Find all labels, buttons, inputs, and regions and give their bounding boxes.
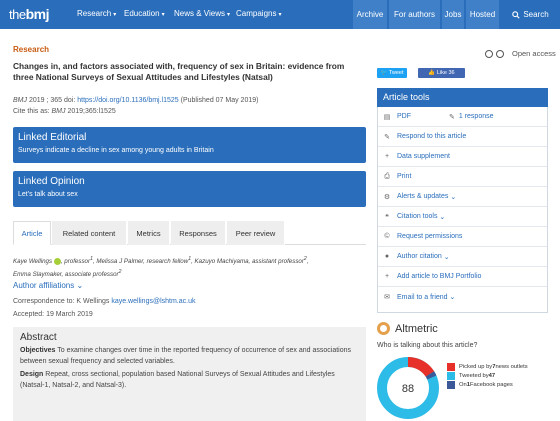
linked-opinion-heading: Linked Opinion [18, 176, 85, 187]
altmetric-heading: Altmetric [377, 322, 438, 335]
quote-icon: ❝ [385, 213, 389, 221]
linked-opinion-box[interactable] [13, 171, 366, 207]
linked-opinion-link[interactable]: Let's talk about sex [18, 191, 78, 198]
nav-campaigns[interactable]: Campaigns ▾ [236, 9, 282, 18]
abstract-design: Design Repeat, cross sectional, population based National Surveys of Sexual Attitudes and Lifestyles (Natsal-1, Natsal-2, and Natsal-3). [20, 371, 335, 389]
author-name[interactable]: Kazuyo Machiyama [194, 258, 249, 266]
author-name[interactable]: Kaye Wellings [13, 258, 53, 266]
author-affiliations-toggle[interactable]: Author affiliations ⌄ [13, 281, 84, 290]
linked-editorial-link[interactable]: Surveys indicate a decline in sex among young adults in Britain [18, 147, 214, 154]
print-icon: ⎙ [384, 172, 390, 180]
orcid-icon[interactable] [54, 258, 61, 265]
chevron-down-icon: ▾ [113, 12, 117, 18]
thumbs-up-icon: 👍 [428, 70, 436, 76]
section-label: Research [13, 45, 50, 54]
tool-print[interactable]: ⎙ Print [378, 167, 547, 187]
author-name[interactable]: Melissa J Palmer [96, 258, 144, 266]
chevron-down-icon: ⌄ [439, 213, 446, 221]
tool-citation-tools[interactable]: ❝ Citation tools ⌄ [378, 207, 547, 227]
chevron-down-icon: ▾ [278, 12, 282, 18]
nav-hosted[interactable]: Hosted [465, 0, 499, 29]
abstract-heading: Abstract [20, 332, 57, 343]
altmetric-logo-icon [377, 322, 390, 335]
author-list: Kaye Wellings , professor$^1$, Melissa J Palmer, research fellow$^1$, Kazuyo Machiyama, assistant professor$^2$, Emma Slaymaker, associate professor$^2$ [13, 256, 309, 279]
email-link[interactable]: kaye.wellings@lshtm.ac.uk [111, 298, 196, 305]
nav-education[interactable]: Education ▾ [124, 9, 165, 18]
user-icon: ● [384, 253, 390, 260]
abstract-panel [13, 327, 366, 421]
top-navigation-bar [0, 0, 560, 29]
tool-alerts[interactable]: ⚙ Alerts & updates ⌄ [378, 187, 547, 207]
legend-twitter[interactable]: Tweeted by 47 [447, 371, 528, 380]
altmetric-legend [447, 362, 528, 389]
tool-responses[interactable]: 1 response [458, 113, 494, 120]
correspondence: Correspondence to: K Wellings kaye.wellings@lshtm.ac.uk [13, 298, 196, 305]
envelope-icon: ✉ [384, 294, 390, 301]
bmj-logo[interactable]: thebmj [9, 6, 49, 22]
tool-request-permissions[interactable]: © Request permissions [378, 227, 547, 247]
chevron-down-icon: ⌄ [443, 253, 450, 261]
nav-news-views[interactable]: News & Views ▾ [174, 9, 230, 18]
abstract-objectives: Objectives To examine changes over time in the reported frequency of occurrence of sex and associations between sexual frequency and selected variables. [20, 347, 352, 365]
plus-icon: + [384, 153, 390, 160]
chevron-down-icon: ⌄ [449, 294, 456, 301]
nav-archive[interactable]: Archive [352, 0, 387, 29]
tab-article[interactable]: Article [13, 221, 51, 245]
legend-news[interactable]: Picked up by 7 news outlets [447, 362, 528, 371]
nav-search[interactable]: Search [500, 0, 560, 29]
tool-data-supplement[interactable]: + Data supplement [378, 147, 547, 167]
nav-research[interactable]: Research ▾ [77, 9, 117, 18]
twitter-swatch [447, 372, 455, 380]
tool-add-portfolio[interactable]: + Add article to BMJ Portfolio [378, 267, 547, 287]
legend-facebook[interactable]: On 1 Facebook pages [447, 380, 528, 389]
author-name[interactable]: Emma Slaymaker [13, 271, 62, 279]
tool-pdf[interactable]: PDF [397, 113, 411, 120]
article-tabs [13, 221, 366, 245]
tool-email-friend[interactable]: ✉ Email to a friend ⌄ [378, 287, 547, 307]
news-swatch [447, 363, 455, 371]
altmetric-question: Who is talking about this article? [377, 342, 478, 349]
tab-responses[interactable]: Responses [171, 221, 226, 245]
nav-jobs[interactable]: Jobs [441, 0, 464, 29]
chevron-down-icon: ⌄ [76, 281, 84, 290]
doi-link[interactable]: https://doi.org/10.1136/bmj.l1525 [77, 97, 179, 104]
tab-metrics[interactable]: Metrics [128, 221, 170, 245]
creative-commons-icon [485, 50, 493, 58]
tab-peer-review[interactable]: Peer review [227, 221, 285, 245]
article-title: Changes in, and factors associated with, frequency of sex in Britain: evidence from three National Surveys of Sexual Attitudes and Lifestyles (Natsal) [13, 61, 345, 82]
chevron-down-icon: ▾ [226, 12, 230, 18]
pdf-icon: ▤ [383, 113, 391, 121]
copyright-icon: © [384, 233, 390, 240]
open-access-badge: Open access [485, 49, 556, 58]
reply-icon: ✎ [384, 133, 390, 141]
search-icon [512, 11, 520, 19]
chevron-down-icon: ⌄ [450, 193, 457, 201]
chevron-down-icon: ▾ [161, 12, 165, 18]
comment-icon: ✎ [449, 113, 455, 121]
nav-for-authors[interactable]: For authors [388, 0, 440, 29]
tool-respond[interactable]: ✎ Respond to this article [378, 127, 547, 147]
doi-label: doi: [63, 97, 76, 104]
plus-icon: + [384, 273, 390, 280]
citation-line: BMJ 2019 ; 365 doi: https://doi.org/10.1136/bmj.l1525 (Published 07 May 2019) [13, 97, 259, 104]
article-tools-heading: Article tools [377, 88, 548, 107]
altmetric-score: 88 [401, 383, 415, 395]
open-access-icon [496, 50, 504, 58]
tab-related-content[interactable]: Related content [52, 221, 127, 245]
article-tools-panel [377, 107, 548, 313]
linked-editorial-box[interactable] [13, 127, 366, 163]
tool-author-citation[interactable]: ● Author citation ⌄ [378, 247, 547, 267]
tweet-button[interactable]: 🐦 Tweet [377, 68, 407, 78]
facebook-like-button[interactable]: 👍 Like 36 [418, 68, 465, 78]
accepted-date: Accepted: 19 March 2019 [13, 311, 93, 318]
linked-editorial-heading: Linked Editorial [18, 132, 87, 143]
twitter-icon: 🐦 [380, 70, 388, 76]
facebook-swatch [447, 381, 455, 389]
tool-row-pdf [378, 107, 547, 127]
altmetric-donut[interactable] [375, 355, 441, 421]
cite-as-line: Cite this as: BMJ 2019;365:l1525 [13, 108, 116, 115]
gear-icon: ⚙ [383, 193, 391, 201]
